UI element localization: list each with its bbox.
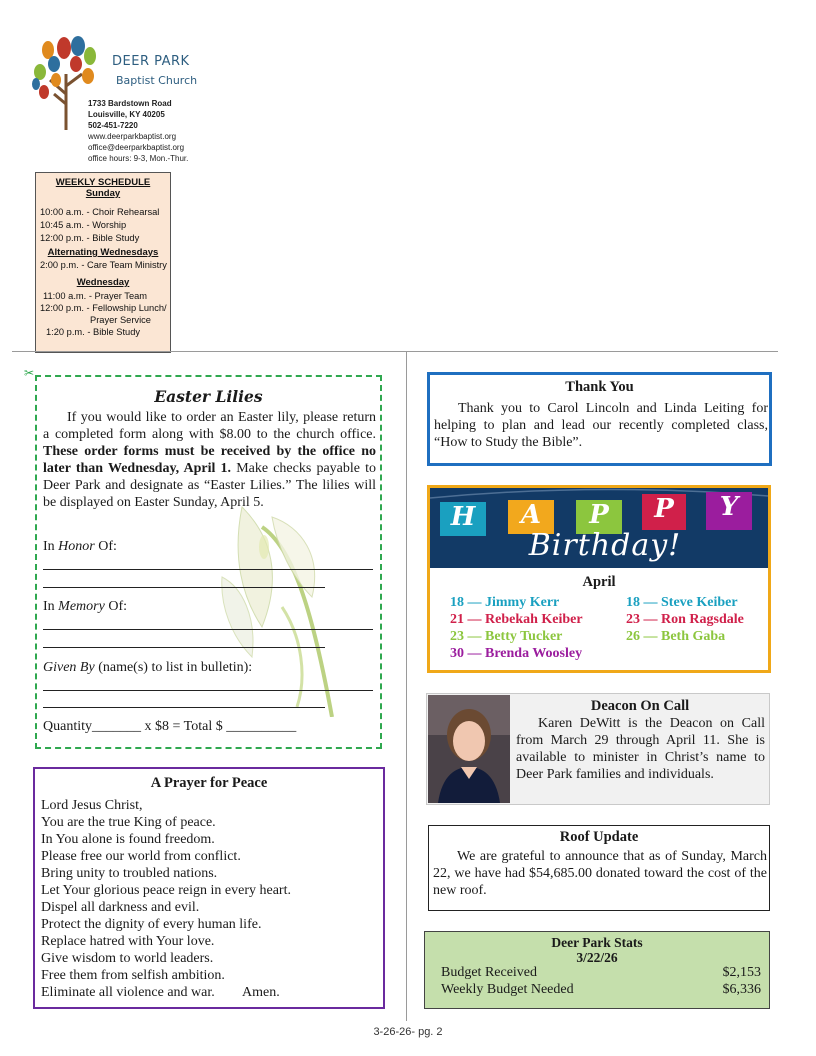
thank-you-text: Thank you to Carol Lincoln and Linda Leiting for helping to plan and lead our recently completed class, “How to Study the Bible”. [434, 401, 768, 450]
prayer-line: Bring unity to troubled nations. [41, 866, 218, 881]
thank-you-box [427, 372, 772, 466]
city-line: Louisville, KY 40205 [88, 110, 165, 119]
roof-title: Roof Update [559, 829, 639, 845]
lilies-instructions: If you would like to order an Easter lily, please return a completed form along with $8.00 to the church office. These order forms must be received by the office no later than Wednesday, April 1. Make checks payable to Deer Park and designate as “Easter Lilies.” The lilies will be displayed on Easter Sunday, April 5. [43, 410, 376, 510]
prayer-line: Free them from selfish ambition. [41, 968, 225, 983]
office-hours: office hours: 9-3, Mon.-Thur. [88, 154, 189, 163]
lilies-title: Easter Lilies [154, 387, 263, 406]
birthday-entry: 30 — Brenda Woosley [450, 646, 583, 661]
given-by-line-2[interactable] [43, 707, 325, 708]
stats-date: 3/22/26 [576, 950, 618, 965]
schedule-wed-heading: Wednesday [76, 277, 130, 288]
lilies-deadline: These order forms must be received by the office no later than Wednesday, April 1. [43, 444, 376, 476]
birthday-entry: 18 — Steve Keiber [626, 595, 738, 610]
banner-birthday-text: Birthday! [528, 528, 682, 563]
schedule-title: WEEKLY SCHEDULE [55, 177, 151, 188]
prayer-line: In You alone is found freedom. [41, 832, 215, 847]
schedule-sunday-heading: Sunday [85, 188, 121, 199]
banner-letter: Y [719, 492, 739, 522]
honor-label: In Honor Of: [43, 539, 117, 554]
schedule-alt-wed-heading: Alternating Wednesdays [47, 247, 159, 258]
happy-birthday-banner [430, 488, 768, 568]
prayer-line: You are the true King of peace. [41, 815, 216, 830]
honor-line-2[interactable] [43, 587, 325, 588]
birthday-entry: 21 — Rebekah Keiber [450, 612, 583, 627]
website-link[interactable]: www.deerparkbaptist.org [88, 132, 177, 141]
schedule-item: 10:45 a.m. - Worship [40, 220, 127, 230]
roof-text: We are grateful to announce that as of Sunday, March 22, we have had $54,685.00 donated toward the cost of the new roof. [433, 849, 767, 898]
prayer-for-peace [33, 767, 385, 1009]
schedule-item: 2:00 p.m. - Care Team Ministry [40, 260, 167, 270]
weekly-schedule [35, 172, 171, 353]
schedule-item: Prayer Service [90, 315, 151, 325]
prayer-text [41, 797, 291, 1001]
banner-letter: P [589, 500, 609, 530]
banner-letter: A [520, 500, 542, 530]
prayer-line: Lord Jesus Christ, [41, 798, 143, 813]
banner-letter: H [450, 502, 476, 532]
prayer-line: Replace hatred with Your love. [41, 934, 215, 949]
prayer-title: A Prayer for Peace [150, 775, 268, 791]
memory-label: In Memory Of: [43, 599, 127, 614]
stat-label: Weekly Budget Needed [441, 982, 574, 997]
given-by-line-1[interactable] [43, 690, 373, 691]
prayer-line: Give wisdom to world leaders. [41, 951, 214, 966]
birthday-entry: 23 — Betty Tucker [450, 629, 563, 644]
scissors-icon: ✂ [24, 366, 35, 380]
banner-letter: P [654, 494, 674, 524]
honor-line-1[interactable] [43, 569, 373, 570]
address-line: 1733 Bardstown Road [88, 99, 172, 108]
schedule-item: 11:00 a.m. - Prayer Team [43, 291, 148, 301]
deacon-text: Karen DeWitt is the Deacon on Call from March 29 through April 11. She is available to minister in Christ’s name to Deer Park families and individuals. [516, 716, 765, 782]
roof-update-box [428, 825, 770, 911]
given-by-label: Given By (name(s) to list in bulletin): [43, 660, 253, 675]
church-subtitle: Baptist Church [116, 74, 198, 87]
memory-line-2[interactable] [43, 647, 325, 648]
thank-you-title: Thank You [565, 379, 634, 395]
email-link[interactable]: office@deerparkbaptist.org [88, 143, 185, 152]
stat-row [441, 965, 761, 981]
schedule-item: 1:20 p.m. - Bible Study [46, 327, 141, 337]
stat-value: $2,153 [722, 965, 761, 980]
deer-park-stats [424, 931, 770, 1009]
quantity-line[interactable]: Quantity_______ x $8 = Total $ __________ [43, 719, 297, 734]
section-divider-horizontal [12, 351, 778, 352]
deacon-on-call-box [426, 693, 770, 805]
prayer-line: Dispel all darkness and evil. [41, 900, 200, 915]
schedule-item: 12:00 p.m. - Bible Study [40, 233, 140, 243]
birthday-entry: 23 — Ron Ragsdale [626, 612, 744, 627]
deacon-photo [428, 695, 510, 803]
prayer-line: Please free our world from conflict. [41, 849, 241, 864]
easter-lilies-order-form [35, 375, 382, 749]
prayer-line: Protect the dignity of every human life. [41, 917, 262, 932]
stat-row [441, 982, 761, 998]
birthday-entry: 18 — Jimmy Kerr [450, 595, 560, 610]
birthday-box [427, 485, 771, 673]
stat-value: $6,336 [722, 982, 761, 997]
church-contact-info [88, 98, 188, 164]
schedule-item: 12:00 p.m. - Fellowship Lunch/ [40, 303, 167, 313]
section-divider-vertical [406, 351, 407, 1021]
phone: 502-451-7220 [88, 121, 138, 130]
birthday-entry: 26 — Beth Gaba [626, 629, 726, 644]
page-footer: 3-26-26- pg. 2 [373, 1026, 443, 1038]
memory-line-1[interactable] [43, 629, 373, 630]
prayer-line: Eliminate all violence and war. Amen. [41, 985, 280, 1000]
deacon-title: Deacon On Call [590, 698, 690, 714]
stat-label: Budget Received [441, 965, 538, 980]
schedule-item: 10:00 a.m. - Choir Rehearsal [40, 207, 160, 217]
birthday-month: April [582, 574, 616, 590]
prayer-line: Let Your glorious peace reign in every heart. [41, 883, 291, 898]
stats-title: Deer Park Stats [551, 935, 643, 950]
church-name: DEER PARK [112, 54, 190, 69]
